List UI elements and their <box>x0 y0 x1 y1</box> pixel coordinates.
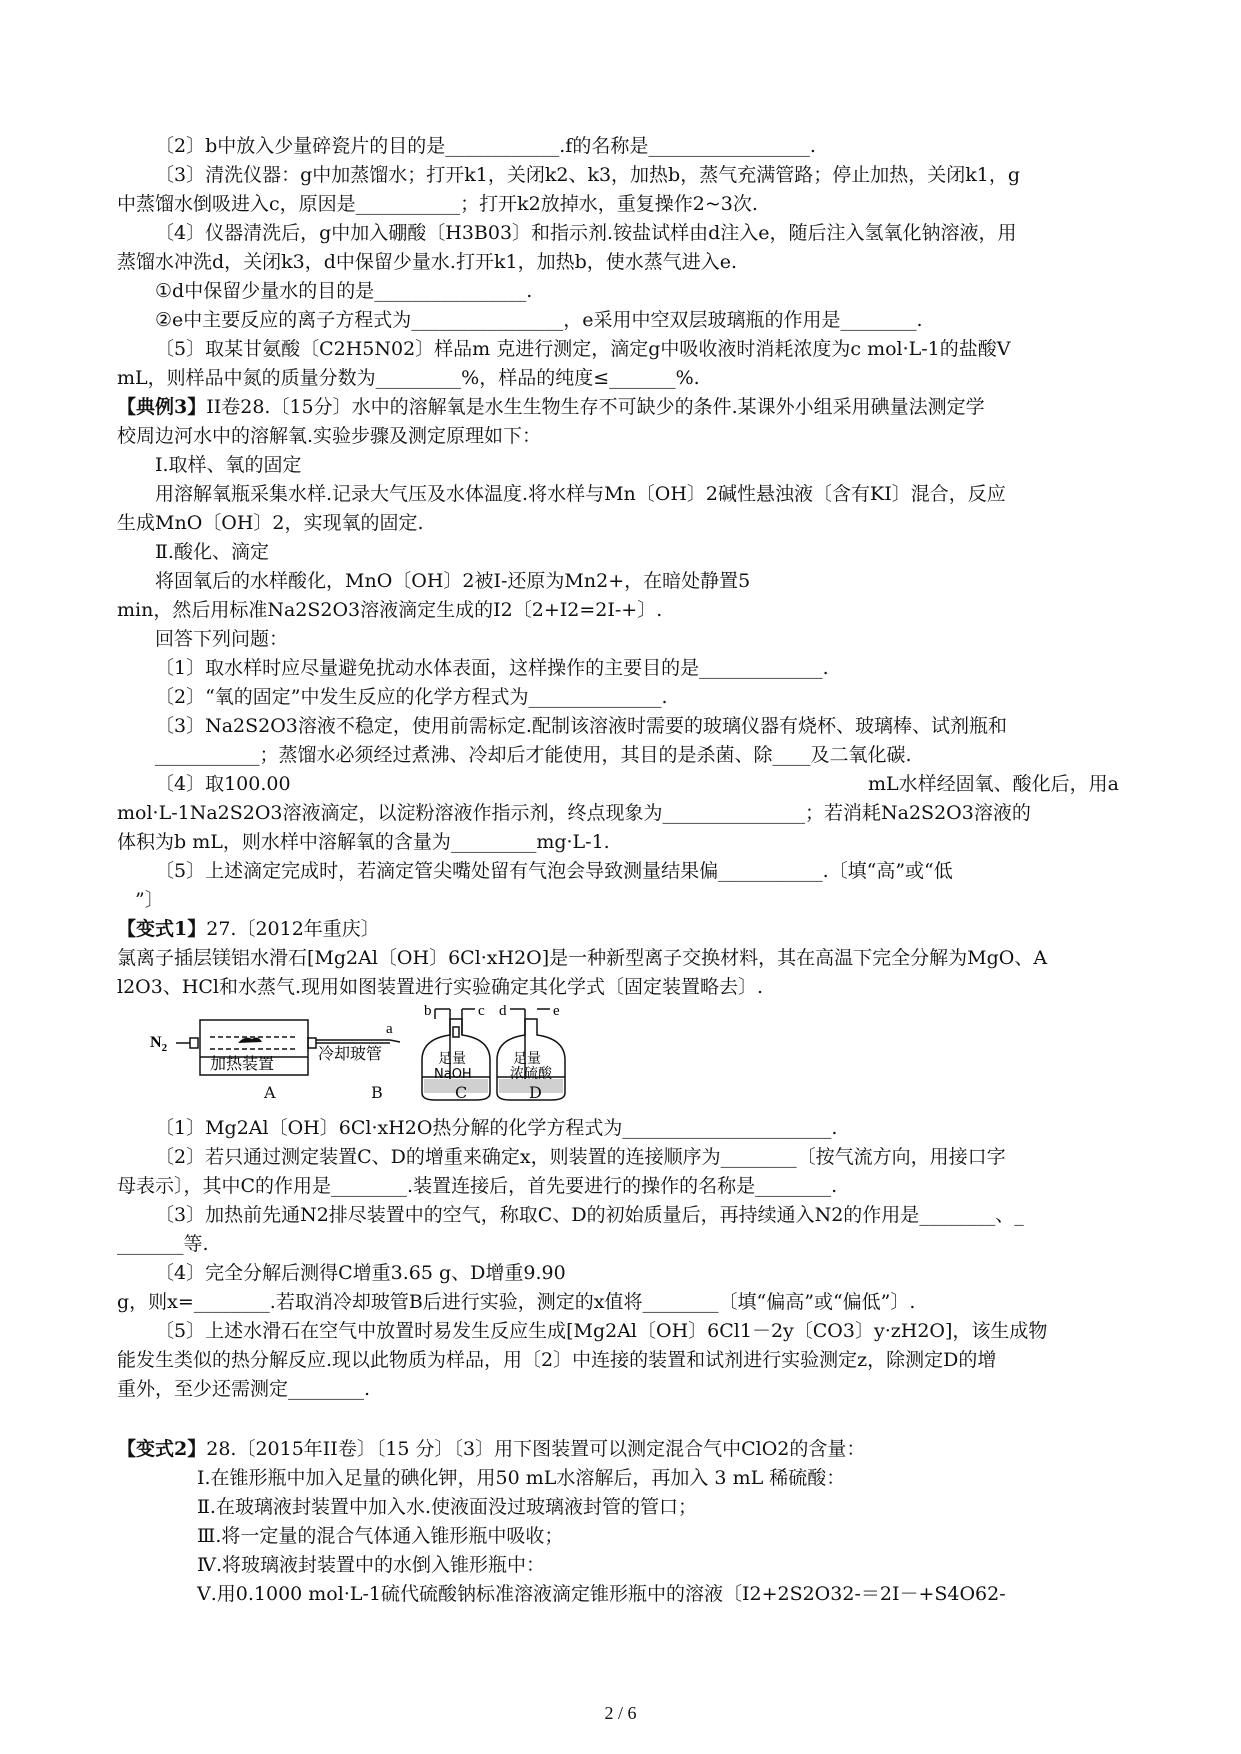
n2-label: $N_2$ <box>150 1034 168 1054</box>
text-line: ②e中主要反应的离子方程式为________________，e采用中空双层玻璃瓶的作用是________. <box>155 309 923 331</box>
text-line: 〔5〕取某甘氨酸〔C2H5N02〕样品m 克进行测定，滴定g中吸收液时消耗浓度为c mol·L-1的盐酸V <box>155 338 1011 360</box>
text-line: 能发生类似的热分解反应.现以此物质为样品，用〔2〕中连接的装置和试剂进行实验测定z，除测定D的增 <box>117 1349 997 1371</box>
text-line: 用溶解氧瓶采集水样.记录大气压及水体温度.将水样与Mn〔OH〕2碱性悬浊液〔含有KI〕混合，反应 <box>155 483 1006 505</box>
text-line: 〔4〕仪器清洗后，g中加入硼酸〔H3B03〕和指示剂.铵盐试样由d注入e，随后注入氢氧化钠溶液，用 <box>155 222 1017 244</box>
text-line: 将固氧后的水样酸化，MnO〔OH〕2被I-还原为Mn2+，在暗处静置5 <box>155 570 751 592</box>
heater-label: 加热装置 <box>210 1054 275 1073</box>
step-line: Ⅱ.在玻璃液封装置中加入水.使液面没过玻璃液封管的管口； <box>197 1496 697 1518</box>
example-heading: 【典例3】II卷28.〔15分〕水中的溶解氧是水生生物生存不可缺少的条件.某课外小组采用碘量法测定学 <box>117 396 985 418</box>
bottle-d-label-line1: 足量 <box>513 1051 541 1067</box>
port-a-label: a <box>386 1021 393 1037</box>
port-c-label: c <box>478 1005 485 1019</box>
cooling-tube-label: 冷却玻管 <box>318 1044 383 1063</box>
text-line: 〔1〕取水样时应尽量避免扰动水体表面，这样操作的主要目的是_____________. <box>155 657 829 679</box>
text-line: 〔4〕完全分解后测得C增重3.65 g、D增重9.90 <box>155 1262 566 1284</box>
label-D: D <box>529 1083 542 1102</box>
text-line: 〔1〕Mg2Al〔OH〕6Cl·xH2O热分解的化学方程式为______________________. <box>155 1117 838 1139</box>
text-line: min，然后用标准Na2S2O3溶液滴定生成的I2〔2+I2=2I-+〕. <box>117 599 663 621</box>
step-line: Ⅴ.用0.1000 mol·L-1硫代硫酸钠标准溶液滴定锥形瓶中的溶液〔I2+2S2O32-＝2I－+S4O62- <box>197 1583 1006 1605</box>
text-line: ___________；蒸馏水必须经过煮沸、冷却后才能使用，其目的是杀菌、除____及二氧化碳. <box>155 744 912 766</box>
example-tag: 【典例3】 <box>117 396 207 418</box>
text-line: 〔3〕清洗仪器：g中加蒸馏水；打开k1，关闭k2、k3，加热b，蒸气充满管路；停止加热，关闭k1，g <box>155 164 1020 186</box>
port-d-label: d <box>499 1005 507 1019</box>
text-line: 〔3〕Na2S2O3溶液不稳定，使用前需标定.配制该溶液时需要的玻璃仪器有烧杯、玻璃棒、试剂瓶和 <box>155 715 1007 737</box>
text-line: Ⅰ.取样、氧的固定 <box>155 454 302 476</box>
text-line: ”〕 <box>135 889 164 911</box>
text-line: 重外，至少还需测定________. <box>117 1378 371 1400</box>
step-line: Ⅰ.在锥形瓶中加入足量的碘化钾，用50 mL水溶解后，再加入 3 mL 稀硫酸： <box>197 1467 846 1489</box>
text-line: 〔2〕b中放入少量碎瓷片的目的是____________.f的名称是_________________. <box>155 135 816 157</box>
text-line: 〔5〕上述水滑石在空气中放置时易发生反应生成[Mg2Al〔OH〕6Cl1－2y〔CO3〕y·zH2O]，该生成物 <box>155 1320 1048 1342</box>
variant-tag: 【变式2】 <box>117 1438 207 1460</box>
text-line: mL，则样品中氮的质量分数为_________%，样品的纯度≤_______%. <box>117 367 700 389</box>
text-line: 母表示〕，其中C的作用是________.装置连接后，首先要进行的操作的名称是________. <box>117 1175 838 1197</box>
example-heading: 【变式1】27.〔2012年重庆〕 <box>117 918 380 940</box>
text-line: ①d中保留少量水的目的是________________. <box>155 280 533 302</box>
step-line: Ⅲ.将一定量的混合气体通入锥形瓶中吸收； <box>197 1525 564 1547</box>
example-heading: 【变式2】28.〔2015年II卷〕〔15 分〕〔3〕用下图装置可以测定混合气中ClO2的含量： <box>117 1438 866 1460</box>
text-line: 〔2〕若只通过测定装置C、D的增重来确定x，则装置的连接顺序为________〔按气流方向，用接口字 <box>155 1146 1006 1168</box>
port-b-label: b <box>424 1005 432 1019</box>
text-line: 〔5〕上述滴定完成时，若滴定管尖嘴处留有气泡会导致测量结果偏___________.〔填“高”或“低 <box>155 860 953 882</box>
label-C: C <box>455 1083 468 1102</box>
text-line: 生成MnO〔OH〕2，实现氧的固定. <box>117 512 424 534</box>
text-line: l2O3、HCl和水蒸气.现用如图装置进行实验确定其化学式〔固定装置略去〕. <box>117 976 764 998</box>
text-line: 〔3〕加热前先通N2排尽装置中的空气，称取C、D的初始质量后，再持续通入N2的作用是________、_ <box>155 1204 1024 1226</box>
text-line: 回答下列问题： <box>155 628 289 650</box>
bottle-c-label-line2: NaOH <box>434 1067 472 1082</box>
bottle-d-label-line2: 浓硫酸 <box>510 1066 552 1082</box>
text-line: 中蒸馏水倒吸进入c，原因是___________；打开k2放掉水，重复操作2~3次. <box>117 193 758 215</box>
text-line: mol·L-1Na2S2O3溶液滴定，以淀粉溶液作指示剂，终点现象为_______________；若消耗Na2S2O3溶液的 <box>117 802 1031 824</box>
variant-tag: 【变式1】 <box>117 918 207 940</box>
step-line: Ⅳ.将玻璃液封装置中的水倒入锥形瓶中： <box>197 1554 546 1576</box>
text-line: 〔4〕取100.00 <box>155 773 291 795</box>
page-number: 2 / 6 <box>604 1703 637 1723</box>
text-line: 氯离子插层镁铝水滑石[Mg2Al〔OH〕6Cl·xH2O]是一种新型离子交换材料，其在高温下完全分解为MgO、A <box>117 947 1048 969</box>
text-line: 校周边河水中的溶解氧.实验步骤及测定原理如下： <box>117 425 542 447</box>
text-line: 蒸馏水冲洗d，关闭k3，d中保留少量水.打开k1，加热b，使水蒸气进入e. <box>117 251 738 273</box>
port-e-label: e <box>553 1005 560 1019</box>
text-line: 〔2〕“氧的固定”中发生反应的化学方程式为______________. <box>155 686 668 708</box>
label-B: B <box>371 1083 383 1102</box>
bottle-c-label-line1: 足量 <box>438 1051 466 1067</box>
sample-icon <box>238 1038 262 1043</box>
text-line: _______等. <box>117 1233 209 1255</box>
text-line: g，则x=________.若取消冷却玻管B后进行实验，测定的x值将________〔填“偏高”或“偏低”〕. <box>117 1291 916 1313</box>
text-line-fragment: mL水样经固氧、酸化后，用a <box>868 773 1119 795</box>
text-line: 体积为b mL，则水样中溶解氧的含量为_________mg·L-1. <box>117 831 610 853</box>
text-line: Ⅱ.酸化、滴定 <box>155 541 269 563</box>
label-A: A <box>264 1083 276 1102</box>
